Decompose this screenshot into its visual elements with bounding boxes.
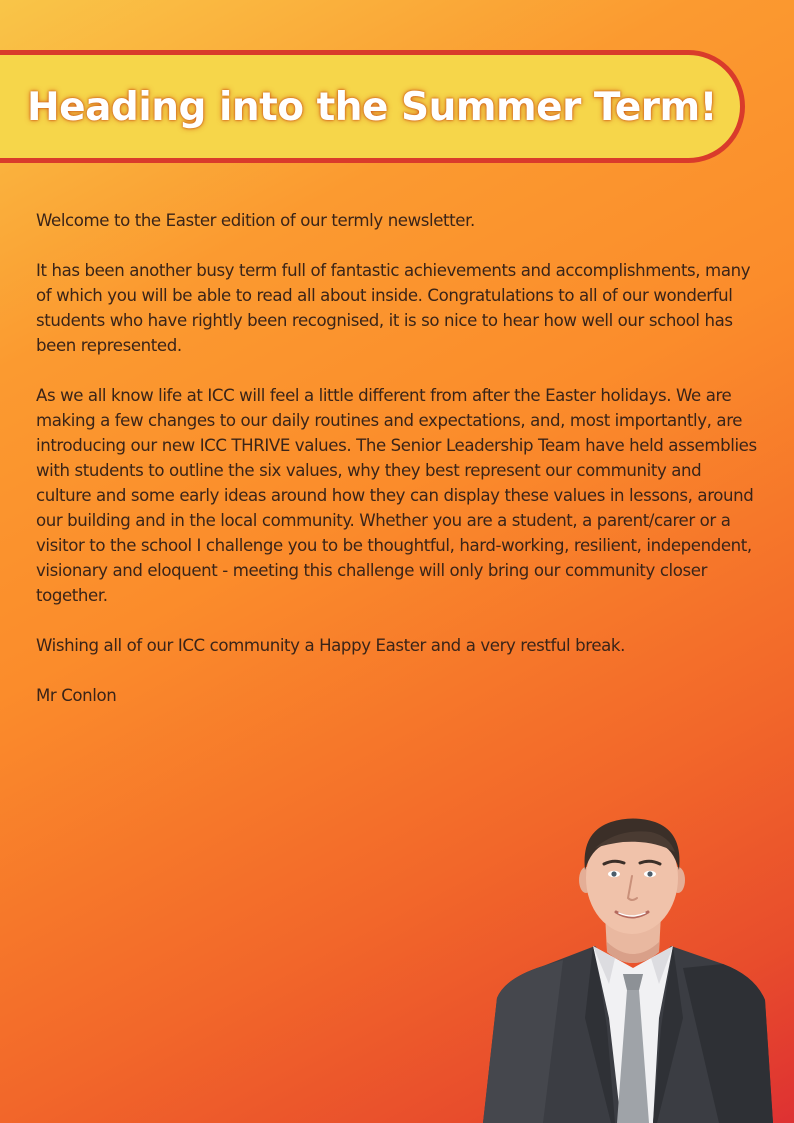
letter-signature: Mr Conlon <box>36 686 117 705</box>
letter-paragraph-easter-wishes: Wishing all of our ICC community a Happy Easter and a very restful break. <box>36 636 625 655</box>
letter-paragraph-welcome: Welcome to the Easter edition of our termly newsletter. <box>36 211 475 230</box>
headteacher-letter <box>36 208 761 733</box>
headteacher-photo <box>483 818 773 1123</box>
page-title: Heading into the Summer Term! <box>27 85 717 130</box>
letter-paragraph-thrive-values: As we all know life at ICC will feel a little different from after the Easter holidays. We are making a few changes to our daily routines and expectations, and, most importantly, are introducing our new ICC THRIVE values. The Senior Leadership Team have held assemblies with students to outline the six values, why they best represent our community and culture and some early ideas around how they can display these values in lessons, around our building and in the local community. Whether you are a student, a parent/carer or a visitor to the school I challenge you to be thoughtful, hard-working, resilient, independent, visionary and eloquent - meeting this challenge will only bring our community closer together. <box>36 386 757 605</box>
letter-paragraph-achievements: It has been another busy term full of fantastic achievements and accomplishments, many of which you will be able to read all about inside. Congratulations to all of our wonderful students who have rightly been recognised, it is so nice to hear how well our school has been represented. <box>36 261 751 355</box>
